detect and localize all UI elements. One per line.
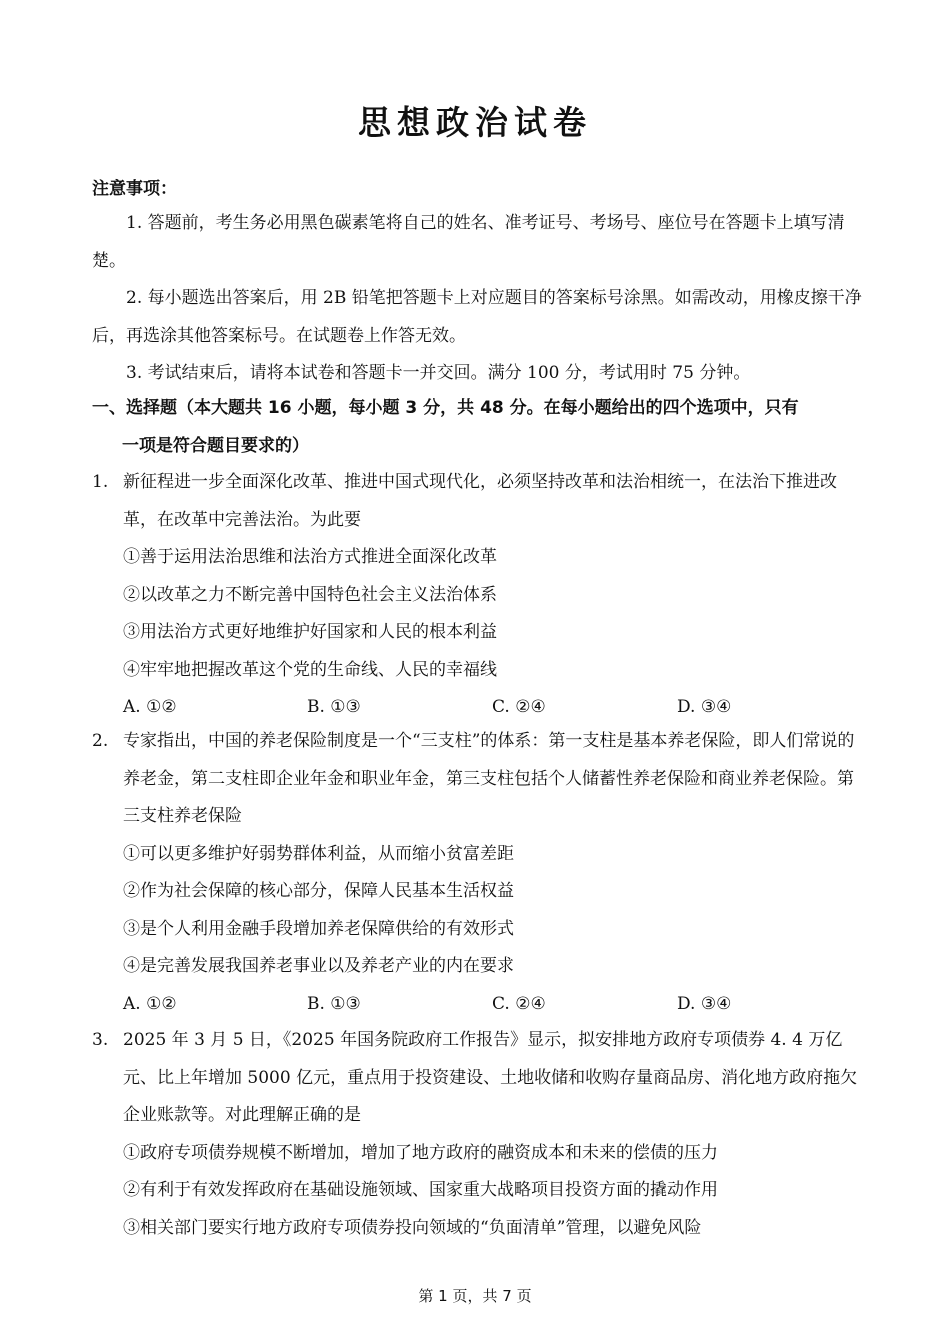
choice-a: A. ①② <box>123 993 177 1014</box>
statement-option: ①善于运用法治思维和法治方式推进全面深化改革 <box>123 547 497 567</box>
note-item-2: 2. 每小题选出答案后，用 2B 铅笔把答题卡上对应题目的答案标号涂黑。如需改动，用橡皮擦干净后，再选涂其他答案标号。在试题卷上作答无效。 <box>92 288 862 346</box>
question-2 <box>92 723 867 1023</box>
question-stem: 2025 年 3 月 5 日，《2025 年国务院政府工作报告》显示，拟安排地方政府专项债券 4. 4 万亿元、比上年增加 5000 亿元，重点用于投资建设、土地收储和收购存量商品房、消化地方政府拖欠企业账款等。对此理解正确的是 <box>123 1030 858 1125</box>
note-item-1: 1. 答题前，考生务必用黑色碳素笔将自己的姓名、准考证号、考场号、座位号在答题卡上填写清楚。 <box>92 213 845 271</box>
statement-option: ③相关部门要实行地方政府专项债券投向领域的“负面清单”管理，以避免风险 <box>123 1217 702 1238</box>
choice-c: C. ②④ <box>492 993 546 1014</box>
page-title: 思想政治试卷 <box>358 103 592 142</box>
answer-choices <box>123 986 867 1024</box>
statement-option: ①可以更多维护好弱势群体利益，从而缩小贫富差距 <box>123 843 514 864</box>
question-number: 1. <box>92 472 109 492</box>
statement-option: ④是完善发展我国养老事业以及养老产业的内在要求 <box>123 956 514 976</box>
question-stem: 专家指出，中国的养老保险制度是一个“三支柱”的体系：第一支柱是基本养老保险，即人们常说的养老金，第二支柱即企业年金和职业年金，第三支柱包括个人储蓄性养老保险和商业养老保险。第三支柱养老保险 <box>123 731 855 826</box>
statement-option: ③是个人利用金融手段增加养老保障供给的有效形式 <box>123 918 514 939</box>
choice-b: B. ①③ <box>307 993 361 1014</box>
question-number: 2. <box>92 731 109 751</box>
question-1 <box>92 464 867 727</box>
choice-a: A. ①② <box>123 697 177 717</box>
choice-d: D. ③④ <box>677 993 732 1014</box>
section-heading-line-1: 一、选择题（本大题共 16 小题，每小题 3 分，共 48 分。在每小题给出的四个选项中，只有 <box>92 398 799 418</box>
statement-option: ②以改革之力不断完善中国特色社会主义法治体系 <box>123 584 497 605</box>
statement-option: ①政府专项债券规模不断增加，增加了地方政府的融资成本和未来的偿债的压力 <box>123 1142 718 1163</box>
question-stem: 新征程进一步全面深化改革、推进中国式现代化，必须坚持改革和法治相统一，在法治下推进改革，在改革中完善法治。为此要 <box>123 472 837 530</box>
statement-option: ②有利于有效发挥政府在基础设施领域、国家重大战略项目投资方面的撬动作用 <box>123 1180 718 1200</box>
answer-choices <box>123 689 867 727</box>
section-heading-line-2: 一项是符合题目要求的） <box>122 435 309 456</box>
choice-d: D. ③④ <box>677 697 732 717</box>
question-number: 3. <box>92 1030 109 1050</box>
statement-option: ③用法治方式更好地维护好国家和人民的根本利益 <box>123 622 497 642</box>
statement-option: ②作为社会保障的核心部分，保障人民基本生活权益 <box>123 881 514 901</box>
notes-heading: 注意事项： <box>92 179 177 199</box>
question-3 <box>92 1022 867 1247</box>
choice-b: B. ①③ <box>307 697 361 717</box>
note-item-3: 3. 考试结束后，请将本试卷和答题卡一并交回。满分 100 分，考试用时 75 分钟。 <box>126 363 751 383</box>
choice-c: C. ②④ <box>492 697 546 717</box>
section-heading <box>92 390 867 465</box>
statement-option: ④牢牢地把握改革这个党的生命线、人民的幸福线 <box>123 659 497 680</box>
page-footer: 第 1 页，共 7 页 <box>418 1287 532 1305</box>
